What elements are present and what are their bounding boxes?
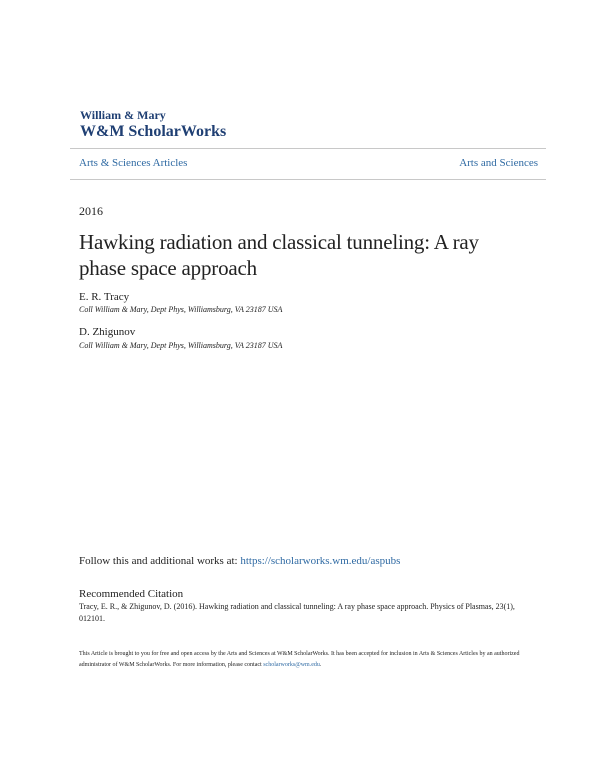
repository-name[interactable]: W&M ScholarWorks [80,123,227,140]
access-notice [79,649,524,671]
author-affiliation: Coll William & Mary, Dept Phys, Williamsburg, VA 23187 USA [79,341,283,350]
repository-header [80,108,226,142]
notice-end: . [319,662,322,668]
notice-text: This Article is brought to you for free and open access by the Arts and Sciences at W&M ScholarWorks. It has been accepted for inclusion in Arts & Sciences Articles by an authorized administrator of W&M ScholarWorks. For more information, please contact [79,651,520,668]
follow-line [79,555,400,567]
author-affiliation: Coll William & Mary, Dept Phys, Williamsburg, VA 23187 USA [79,305,283,314]
follow-link[interactable]: https://scholarworks.wm.edu/aspubs [240,555,401,567]
author-name: E. R. Tracy [79,291,130,303]
contact-email-link[interactable]: scholarworks@wm.edu [263,662,320,668]
organization-name[interactable]: William & Mary [80,108,166,122]
collection-link[interactable]: Arts & Sciences Articles [79,157,188,169]
citation-heading: Recommended Citation [79,588,184,600]
citation-text: Tracy, E. R., & Zhigunov, D. (2016). Hawking radiation and classical tunneling: A ray phase space approach. Physics of Plasmas, 23(1), 012101. [79,602,515,623]
article-title: Hawking radiation and classical tunneling: A ray phase space approach [79,230,479,280]
follow-text: Follow this and additional works at: [79,555,241,567]
divider-top [70,148,546,149]
publication-year: 2016 [79,204,103,218]
divider-bottom [70,179,546,180]
department-link[interactable]: Arts and Sciences [459,157,538,169]
author-name: D. Zhigunov [79,326,136,338]
